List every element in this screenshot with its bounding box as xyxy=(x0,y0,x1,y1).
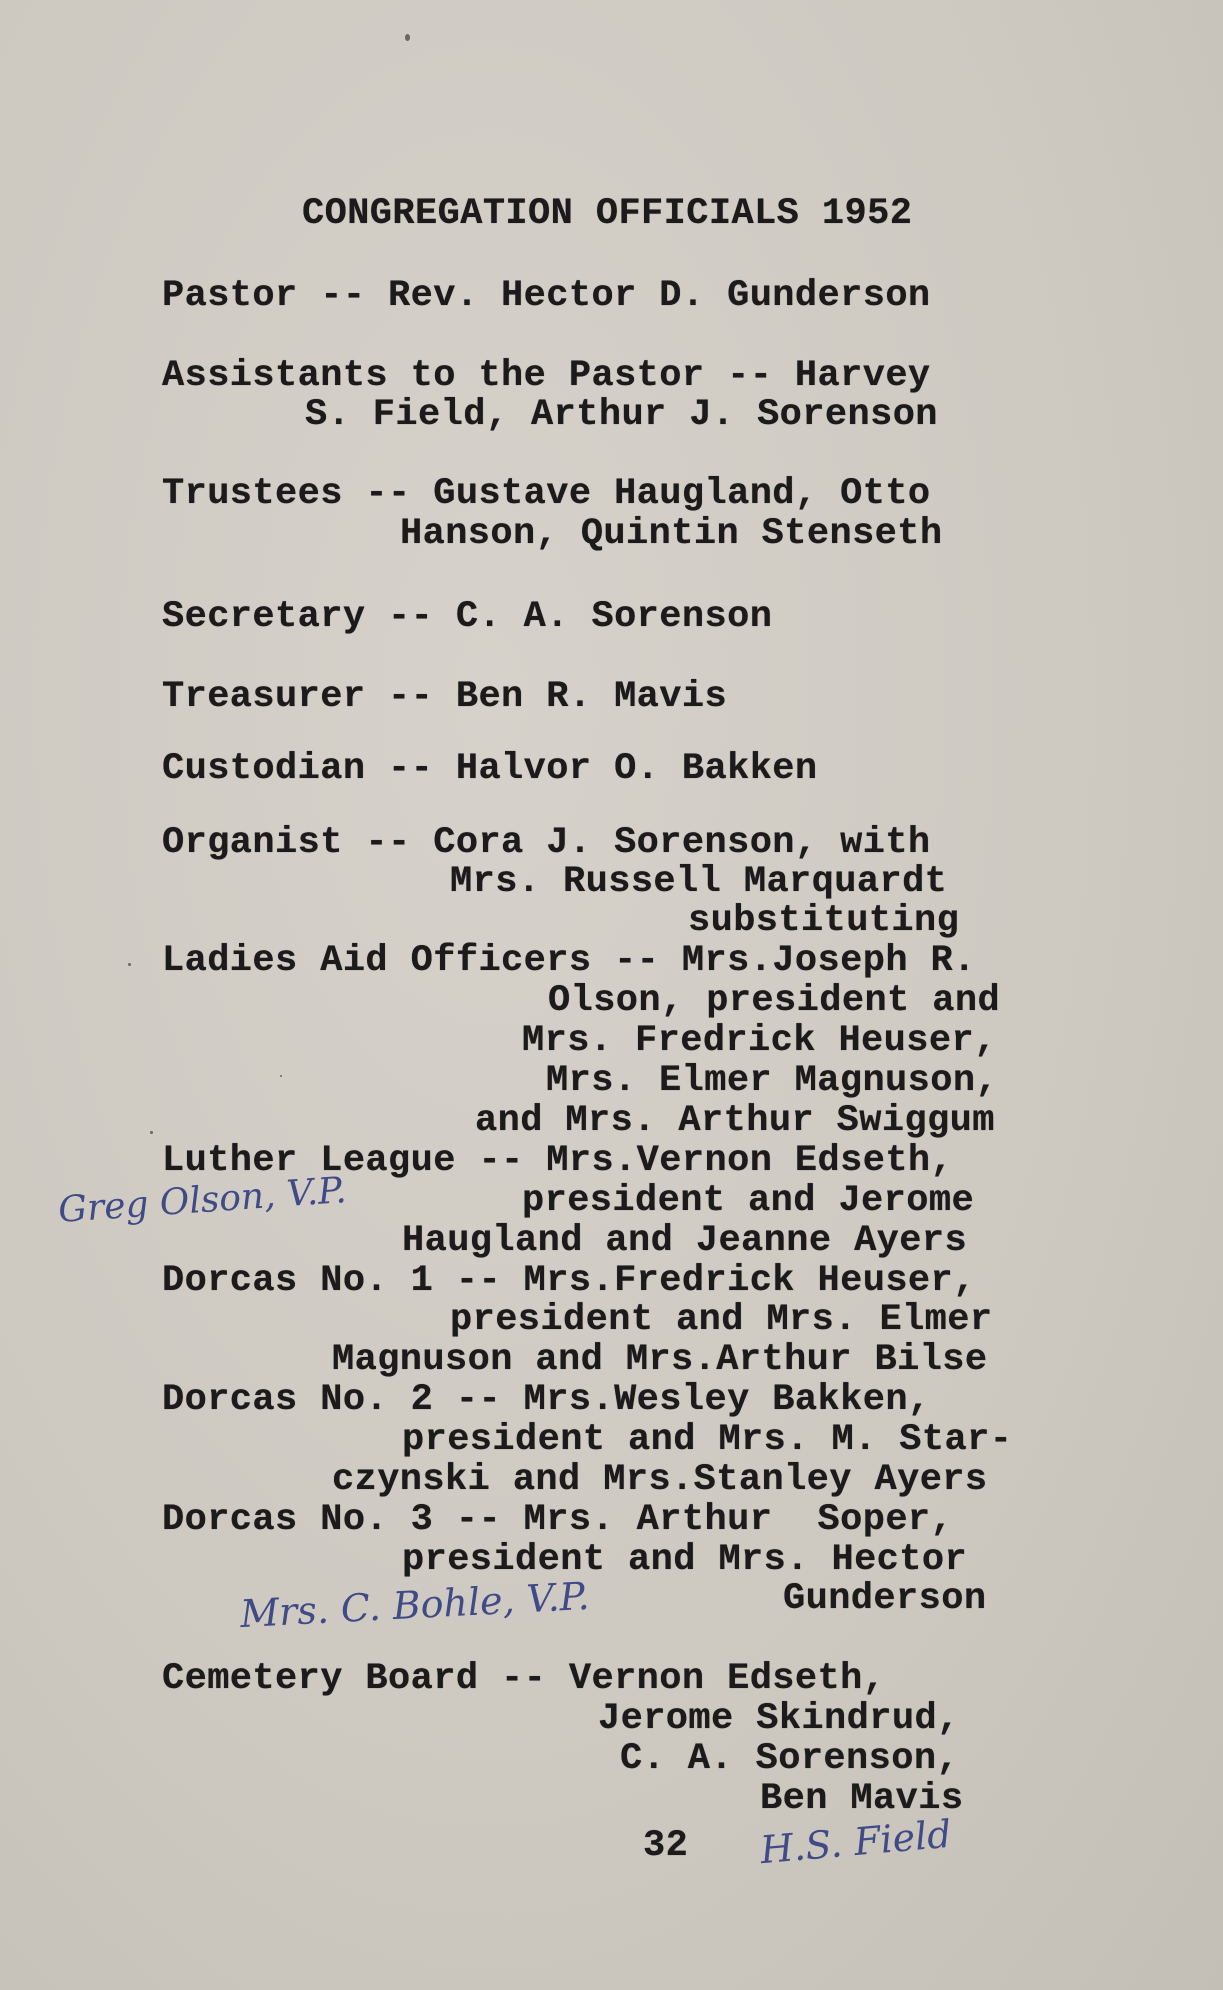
paper-speck xyxy=(280,1075,282,1077)
line-dorcas-1-cont1: president and Mrs. Elmer xyxy=(450,1299,993,1341)
line-organist-cont2: substituting xyxy=(688,900,960,942)
line-ladies-aid-cont2: Mrs. Fredrick Heuser, xyxy=(522,1020,997,1062)
line-assistants: Assistants to the Pastor -- Harvey xyxy=(162,355,931,397)
line-trustees: Trustees -- Gustave Haugland, Otto xyxy=(162,473,931,515)
line-ladies-aid-cont4: and Mrs. Arthur Swiggum xyxy=(475,1100,995,1142)
line-dorcas-3-cont2: Gunderson xyxy=(783,1578,987,1620)
line-ladies-aid-cont3: Mrs. Elmer Magnuson, xyxy=(546,1060,999,1102)
line-secretary: Secretary -- C. A. Sorenson xyxy=(162,596,773,638)
line-luther-league-cont2: Haugland and Jeanne Ayers xyxy=(402,1220,968,1262)
line-assistants-cont: S. Field, Arthur J. Sorenson xyxy=(305,394,938,436)
line-ladies-aid-cont1: Olson, president and xyxy=(548,980,1001,1022)
line-dorcas-1: Dorcas No. 1 -- Mrs.Fredrick Heuser, xyxy=(162,1260,976,1302)
line-cemetery-cont2: C. A. Sorenson, xyxy=(620,1738,960,1780)
line-pastor: Pastor -- Rev. Hector D. Gunderson xyxy=(162,275,931,317)
line-organist-cont1: Mrs. Russell Marquardt xyxy=(450,861,948,903)
line-luther-league-cont1: president and Jerome xyxy=(522,1180,975,1222)
line-dorcas-3-cont1: president and Mrs. Hector xyxy=(402,1539,968,1581)
line-luther-league: Luther League -- Mrs.Vernon Edseth, xyxy=(162,1140,954,1182)
line-dorcas-1-cont2: Magnuson and Mrs.Arthur Bilse xyxy=(332,1339,988,1381)
line-dorcas-3: Dorcas No. 3 -- Mrs. Arthur Soper, xyxy=(162,1499,954,1541)
line-cemetery: Cemetery Board -- Vernon Edseth, xyxy=(162,1658,886,1700)
handwritten-vp-dorcas-3: Mrs. C. Bohle, V.P. xyxy=(239,1573,591,1637)
line-dorcas-2-cont2: czynski and Mrs.Stanley Ayers xyxy=(332,1459,988,1501)
line-cemetery-cont1: Jerome Skindrud, xyxy=(598,1698,960,1740)
line-custodian: Custodian -- Halvor O. Bakken xyxy=(162,748,818,790)
line-ladies-aid: Ladies Aid Officers -- Mrs.Joseph R. xyxy=(162,940,976,982)
line-trustees-cont: Hanson, Quintin Stenseth xyxy=(400,513,943,555)
line-dorcas-2: Dorcas No. 2 -- Mrs.Wesley Bakken, xyxy=(162,1379,931,1421)
line-cemetery-cont3: Ben Mavis xyxy=(760,1778,964,1820)
line-organist: Organist -- Cora J. Sorenson, with xyxy=(162,822,931,864)
line-treasurer: Treasurer -- Ben R. Mavis xyxy=(162,676,728,718)
paper-speck xyxy=(405,34,410,41)
page-number: 32 xyxy=(643,1825,689,1867)
paper-speck xyxy=(150,1131,153,1134)
handwritten-field-signature: H.S. Field xyxy=(758,1811,954,1873)
paper-speck xyxy=(128,963,131,966)
document-title: CONGREGATION OFFICIALS 1952 xyxy=(302,193,913,235)
line-dorcas-2-cont1: president and Mrs. M. Star- xyxy=(402,1419,1013,1461)
handwritten-vp-luther-league: Greg Olson, V.P. xyxy=(56,1169,348,1232)
